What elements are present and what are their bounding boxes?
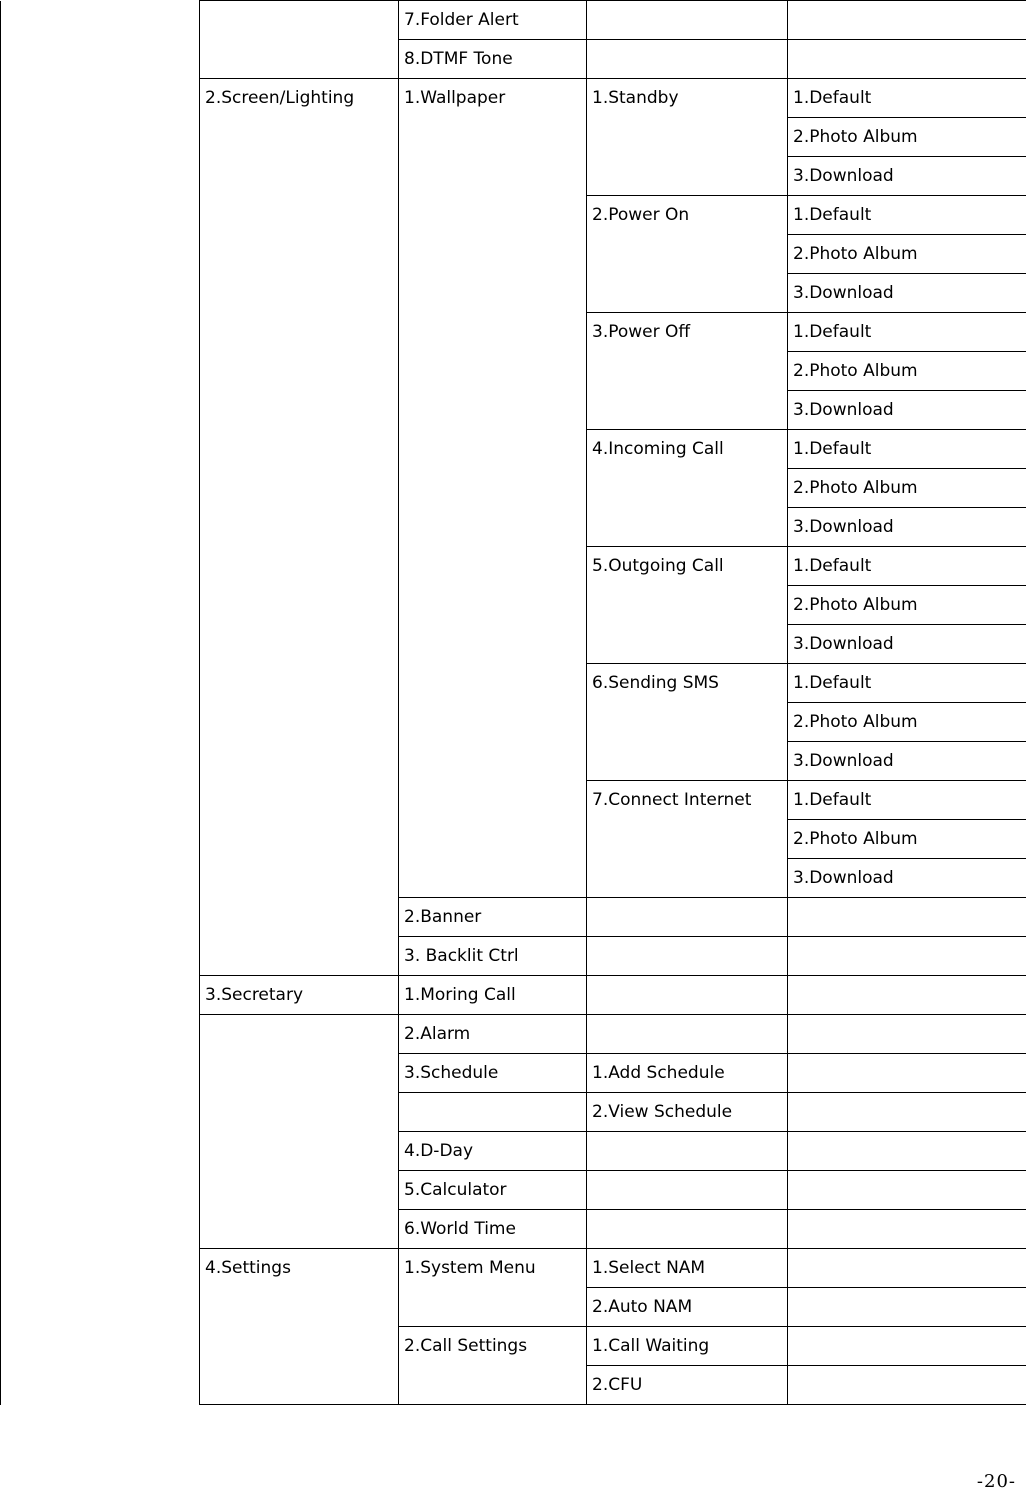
- menu-cell-level-3: 2.CFU: [587, 1366, 788, 1405]
- menu-cell-level-4: [788, 1093, 1026, 1132]
- menu-cell-level-3: 2.Auto NAM: [587, 1288, 788, 1327]
- menu-cell-level-4: 1.Default: [788, 196, 1026, 235]
- menu-cell-level-4: [788, 1366, 1026, 1405]
- menu-cell-level-3: [587, 1210, 788, 1249]
- menu-cell-level-2: 8.DTMF Tone: [399, 40, 587, 79]
- menu-cell-level-4: 3.Download: [788, 157, 1026, 196]
- menu-cell-level-3: 7.Connect Internet: [587, 781, 788, 898]
- menu-cell-level-3: 3.Power Off: [587, 313, 788, 430]
- menu-cell-level-0: [1, 1093, 200, 1405]
- menu-cell-level-1: 2.Screen/Lighting: [200, 79, 399, 976]
- menu-cell-level-4: 1.Default: [788, 430, 1026, 469]
- menu-cell-level-4: 3.Download: [788, 625, 1026, 664]
- menu-cell-level-4: 1.Default: [788, 664, 1026, 703]
- menu-cell-level-3: 4.Incoming Call: [587, 430, 788, 547]
- menu-cell-level-4: 2.Photo Album: [788, 586, 1026, 625]
- menu-cell-level-3: 1.Add Schedule: [587, 1054, 788, 1093]
- menu-cell-level-4: [788, 1327, 1026, 1366]
- menu-cell-level-4: 2.Photo Album: [788, 118, 1026, 157]
- menu-cell-level-2: [399, 1093, 587, 1132]
- menu-cell-level-3: 1.Select NAM: [587, 1249, 788, 1288]
- menu-cell-level-2: 1.System Menu: [399, 1249, 587, 1327]
- menu-cell-level-2: 5.Calculator: [399, 1171, 587, 1210]
- menu-cell-level-2: 1.Moring Call: [399, 976, 587, 1015]
- menu-cell-level-4: 1.Default: [788, 547, 1026, 586]
- menu-cell-level-3: [587, 1171, 788, 1210]
- table-row: [1, 1, 1026, 40]
- menu-cell-level-2: 7.Folder Alert: [399, 1, 587, 40]
- menu-cell-level-1: [200, 1015, 399, 1249]
- menu-cell-level-4: [788, 1, 1026, 40]
- menu-cell-level-3: [587, 1, 788, 40]
- menu-cell-level-2: 2.Alarm: [399, 1015, 587, 1054]
- menu-cell-level-3: [587, 40, 788, 79]
- menu-cell-level-3: [587, 1132, 788, 1171]
- menu-cell-level-4: 2.Photo Album: [788, 820, 1026, 859]
- menu-cell-level-4: [788, 1249, 1026, 1288]
- menu-cell-level-4: [788, 1054, 1026, 1093]
- menu-cell-level-4: [788, 976, 1026, 1015]
- menu-cell-level-3: 6.Sending SMS: [587, 664, 788, 781]
- menu-cell-level-3: 2.Power On: [587, 196, 788, 313]
- menu-cell-level-4: 3.Download: [788, 391, 1026, 430]
- menu-cell-level-2: 3. Backlit Ctrl: [399, 937, 587, 976]
- menu-cell-level-4: [788, 898, 1026, 937]
- menu-cell-level-4: [788, 40, 1026, 79]
- menu-cell-level-4: 1.Default: [788, 313, 1026, 352]
- menu-cell-level-2: 3.Schedule: [399, 1054, 587, 1093]
- menu-cell-level-3: 5.Outgoing Call: [587, 547, 788, 664]
- menu-cell-level-4: 3.Download: [788, 508, 1026, 547]
- menu-cell-level-4: 3.Download: [788, 274, 1026, 313]
- menu-cell-level-4: 2.Photo Album: [788, 235, 1026, 274]
- menu-cell-level-3: 2.View Schedule: [587, 1093, 788, 1132]
- menu-cell-level-3: 1.Call Waiting: [587, 1327, 788, 1366]
- menu-cell-level-2: 6.World Time: [399, 1210, 587, 1249]
- menu-cell-level-4: [788, 1015, 1026, 1054]
- table-row: [1, 1093, 1026, 1132]
- menu-cell-level-2: 2.Banner: [399, 898, 587, 937]
- menu-cell-level-0: [1, 1, 200, 1093]
- menu-cell-level-4: [788, 1171, 1026, 1210]
- menu-cell-level-4: [788, 1132, 1026, 1171]
- menu-cell-level-4: 2.Photo Album: [788, 352, 1026, 391]
- menu-cell-level-4: 2.Photo Album: [788, 469, 1026, 508]
- menu-cell-level-4: 1.Default: [788, 79, 1026, 118]
- menu-cell-level-3: [587, 976, 788, 1015]
- menu-cell-level-4: 2.Photo Album: [788, 703, 1026, 742]
- menu-cell-level-1: 4.Settings: [200, 1249, 399, 1405]
- menu-cell-level-3: [587, 937, 788, 976]
- menu-cell-level-2: 4.D-Day: [399, 1132, 587, 1171]
- menu-cell-level-1: [200, 1, 399, 79]
- menu-cell-level-2: 2.Call Settings: [399, 1327, 587, 1405]
- menu-cell-level-1: 3.Secretary: [200, 976, 399, 1015]
- page-number: -20-: [976, 1471, 1016, 1492]
- menu-cell-level-3: [587, 1015, 788, 1054]
- menu-cell-level-4: 3.Download: [788, 859, 1026, 898]
- menu-cell-level-3: [587, 898, 788, 937]
- menu-cell-level-4: [788, 1288, 1026, 1327]
- menu-cell-level-4: 1.Default: [788, 781, 1026, 820]
- menu-cell-level-3: 1.Standby: [587, 79, 788, 196]
- menu-cell-level-4: [788, 1210, 1026, 1249]
- menu-cell-level-4: 3.Download: [788, 742, 1026, 781]
- menu-cell-level-4: [788, 937, 1026, 976]
- menu-cell-level-2: 1.Wallpaper: [399, 79, 587, 898]
